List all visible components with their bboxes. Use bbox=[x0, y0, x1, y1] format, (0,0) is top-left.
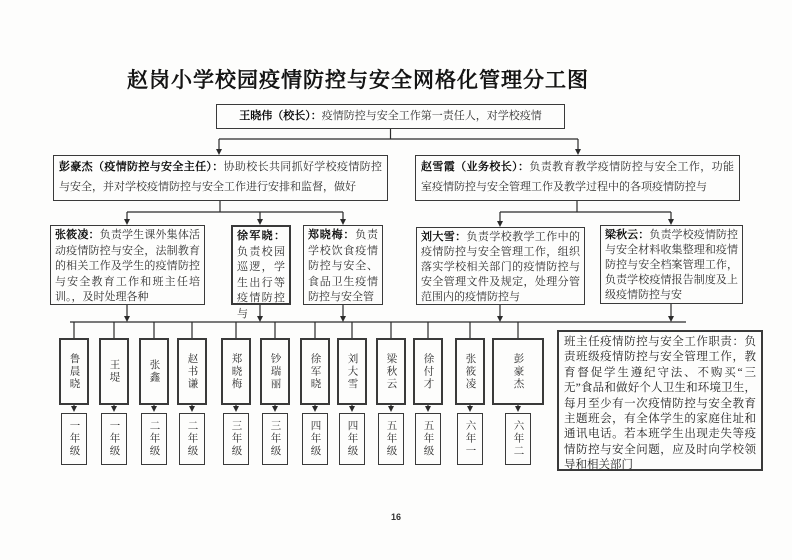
teacher-box: 张鑫 bbox=[139, 338, 169, 405]
teacher-box: 赵书谦 bbox=[177, 338, 207, 405]
grade-box: 二年级 bbox=[179, 413, 205, 465]
teacher-box: 刘大雪 bbox=[337, 338, 367, 405]
grade-box: 二年级 bbox=[141, 413, 167, 465]
safety-director-desc: 协助校长共同抓好学校疫情防控与安全，并对学校疫情防控与安全工作进行安排和监督，做好 bbox=[59, 161, 383, 193]
page-title: 赵岗小学校园疫情防控与安全网格化管理分工图 bbox=[127, 68, 589, 92]
teacher-box: 王堤 bbox=[99, 338, 129, 405]
grade-box: 六年一 bbox=[457, 413, 483, 465]
teacher-box: 鲁晨晓 bbox=[59, 338, 89, 405]
page-number: 16 bbox=[390, 512, 401, 522]
principal-desc: 疫情防控与安全工作第一责任人，对学校疫情 bbox=[321, 110, 542, 122]
grade-box: 三年级 bbox=[262, 413, 288, 465]
node-safety-director bbox=[53, 155, 388, 201]
duty-name: 徐军晓： bbox=[237, 230, 285, 242]
teacher-box: 梁秋云 bbox=[376, 338, 406, 405]
teacher-box: 徐付才 bbox=[413, 338, 443, 405]
node-duty-xujunxiao bbox=[231, 225, 291, 320]
grade-box: 五年级 bbox=[415, 413, 441, 465]
grade-box: 三年级 bbox=[223, 413, 249, 465]
teacher-box: 彭豪杰 bbox=[492, 338, 544, 405]
teacher-box: 钞瑞丽 bbox=[260, 338, 290, 405]
duty-desc: 负责学校教学工作中的疫情防控与安全管理工作，组织落实学校相关部门的疫情防控与安全管理文件及规定，处理分管范围内的疫情防控与 bbox=[421, 231, 581, 303]
grade-box: 一年级 bbox=[61, 413, 87, 465]
teacher-box: 徐军晓 bbox=[300, 338, 330, 405]
duty-desc: 负责学校疫情防控与安全材料收集整理和疫情防控与安全档案管理工作，负责学校疫情报告制度及上级疫情防控与安 bbox=[605, 229, 739, 301]
node-duty-zhengxiaomei bbox=[303, 225, 383, 305]
node-duty-zhangxiaoling bbox=[50, 225, 205, 305]
grade-box: 五年级 bbox=[378, 413, 404, 465]
vice-principal-name: 赵雪霞（业务校长）： bbox=[421, 161, 530, 173]
homeroom-duty-panel: 班主任疫情防控与安全工作职责：负责班级疫情防控与安全管理工作，教育督促学生遵纪守法、不购买“三无”食品和做好个人卫生和环境卫生，每月至少有一次疫情防控与安全教育主题班会，有全体学生的家庭住址和通讯电话。若本班学生出现走失等疫情防控与安全问题，应及时向学校领导和相关部门 bbox=[557, 330, 763, 471]
duty-name: 郑晓梅： bbox=[308, 229, 356, 241]
duty-name: 刘大雪： bbox=[421, 231, 467, 243]
principal-name: 王晓伟（校长）： bbox=[239, 110, 322, 122]
grade-box: 六年二 bbox=[505, 413, 531, 465]
duty-desc: 负责学生课外集体活动疫情防控与安全，法制教育的相关工作及学生的疫情防控与安全教育工作和班主任培训。，及时处理各种 bbox=[55, 229, 201, 303]
node-principal bbox=[216, 104, 565, 129]
duty-name: 张筱凌： bbox=[55, 229, 100, 241]
node-vice-principal bbox=[415, 155, 740, 201]
teacher-box: 张筱凌 bbox=[455, 338, 485, 405]
node-duty-liudaxue bbox=[416, 227, 585, 305]
duty-name: 梁秋云： bbox=[605, 229, 650, 241]
node-duty-liangqiuyun bbox=[600, 225, 743, 304]
vice-principal-desc: 负责教育教学疫情防控与安全工作，功能室疫情防控与安全管理工作及教学过程中的各项疫情防控与 bbox=[421, 161, 735, 193]
grade-box: 四年级 bbox=[339, 413, 365, 465]
grade-box: 四年级 bbox=[302, 413, 328, 465]
duty-desc: 负责学校饮食疫情防控与安全、食品卫生疫情防控与安全管 bbox=[308, 229, 379, 303]
grade-box: 一年级 bbox=[101, 413, 127, 465]
teacher-box: 郑晓梅 bbox=[221, 338, 251, 405]
duty-desc: 负责校园巡逻，学生出行等疫情防控与 bbox=[237, 245, 285, 320]
safety-director-name: 彭豪杰（疫情防控与安全主任）： bbox=[59, 161, 224, 173]
